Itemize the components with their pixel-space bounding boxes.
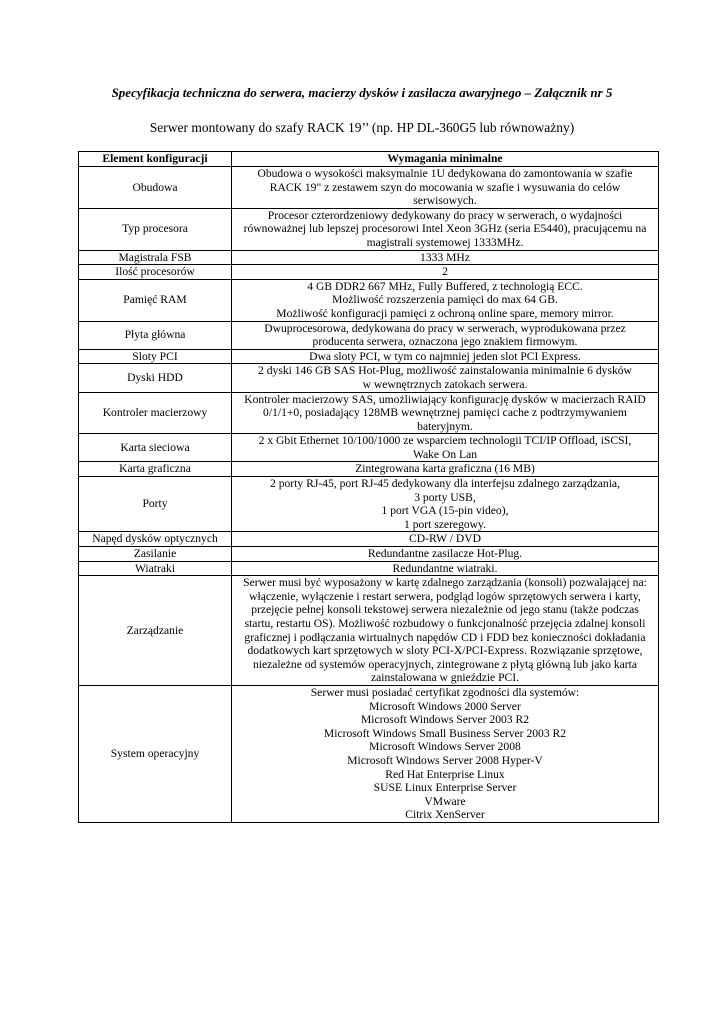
requirement-line: Redundantne wiatraki. xyxy=(392,561,498,575)
requirement-line: Microsoft Windows Server 2003 R2 xyxy=(360,713,530,727)
requirement-line: Możliwość konfiguracji pamięci z ochroną online spare, memory mirror. xyxy=(276,306,614,320)
requirement-line: Dwa sloty PCI, w tym co najmniej jeden slot PCI Express. xyxy=(309,349,581,363)
element-cell: Karta sieciowa xyxy=(79,434,232,462)
requirements-cell xyxy=(232,265,659,280)
requirements-cell xyxy=(232,208,659,250)
requirement-line: VMware xyxy=(424,794,466,808)
element-cell: Karta graficzna xyxy=(79,462,232,477)
requirement-line: Citrix XenServer xyxy=(405,808,485,822)
requirements-cell xyxy=(232,279,659,321)
table-row xyxy=(79,547,659,562)
requirements-cell xyxy=(232,364,659,392)
requirements-cell xyxy=(232,349,659,364)
requirements-cell xyxy=(232,392,659,434)
requirement-line: Kontroler macierzowy SAS, umożliwiający konfigurację dysków w macierzach RAID xyxy=(244,392,646,406)
requirement-line: serwisowych. xyxy=(413,194,477,208)
requirement-line: Microsoft Windows Server 2008 xyxy=(369,740,521,754)
requirements-cell xyxy=(232,532,659,547)
requirement-line: równoważnej lub lepszej procesorowi Intel Xeon 3GHz (seria E5440), pracującemu na xyxy=(243,222,647,236)
requirement-line: 4 GB DDR2 667 MHz, Fully Buffered, z technologią ECC. xyxy=(307,279,583,293)
table-row xyxy=(79,349,659,364)
table-row xyxy=(79,685,659,822)
table-row xyxy=(79,321,659,349)
requirements-cell xyxy=(232,561,659,576)
requirement-line: magistrali systemowej 1333MHz. xyxy=(366,235,524,249)
requirement-line: Microsoft Windows Small Business Server 2003 R2 xyxy=(323,726,567,740)
requirement-line: 2 x Gbit Ethernet 10/100/1000 ze wsparciem technologii TCI/IP Offload, iSCSI, xyxy=(258,434,632,448)
table-body xyxy=(79,167,659,823)
requirement-line: włączenie, wyłączenie i restart serwera, podgląd logów sprzętowych serwera i karty, xyxy=(249,589,641,603)
requirement-line: Zintegrowana karta graficzna (16 MB) xyxy=(355,462,535,476)
requirement-line: Red Hat Enterprise Linux xyxy=(385,767,505,781)
element-cell: Typ procesora xyxy=(79,208,232,250)
requirement-line: przejęcie pełnej konsoli tekstowej serwera niezależnie od jego stanu (także podczas xyxy=(251,603,639,617)
table-row xyxy=(79,279,659,321)
requirement-line: 1333 MHz xyxy=(420,250,470,264)
requirement-line: Wake On Lan xyxy=(412,447,478,461)
requirement-line: zainstalowana w gnieździe PCI. xyxy=(370,671,520,685)
table-row xyxy=(79,462,659,477)
table-row xyxy=(79,576,659,686)
element-cell: Obudowa xyxy=(79,167,232,209)
table-row xyxy=(79,208,659,250)
element-cell: Pamięć RAM xyxy=(79,279,232,321)
document-subtitle: Serwer montowany do szafy RACK 19’’ (np. HP DL-360G5 lub równoważny) xyxy=(149,120,575,135)
element-cell: Sloty PCI xyxy=(79,349,232,364)
element-cell: Zarządzanie xyxy=(79,576,232,686)
requirement-line: 2 dyski 146 GB SAS Hot-Plug, możliwość zainstalowania minimalnie 6 dysków xyxy=(258,364,632,378)
requirement-line: bateryjnym. xyxy=(417,419,473,433)
requirements-cell xyxy=(232,477,659,532)
element-cell: Ilość procesorów xyxy=(79,265,232,280)
requirements-cell xyxy=(232,685,659,822)
requirements-cell xyxy=(232,434,659,462)
element-cell: Wiatraki xyxy=(79,561,232,576)
element-cell: Magistrala FSB xyxy=(79,250,232,265)
table-row xyxy=(79,532,659,547)
requirement-line: w wewnętrznych zatokach serwera. xyxy=(362,377,528,391)
table-header-row xyxy=(79,152,659,167)
requirement-line: Procesor czterordzeniowy dedykowany do pracy w serwerach, o wydajności xyxy=(267,208,623,222)
element-cell: Płyta główna xyxy=(79,321,232,349)
element-cell: System operacyjny xyxy=(79,685,232,822)
document-title: Specyfikacja techniczna do serwera, macierzy dysków i zasilacza awaryjnego – Załącznik nr 5 xyxy=(111,85,613,100)
element-cell: Dyski HDD xyxy=(79,364,232,392)
requirements-cell xyxy=(232,250,659,265)
requirement-line: 1 port szeregowy. xyxy=(404,517,486,531)
requirement-line: producenta serwera, oznaczona jego znakiem firmowym. xyxy=(312,335,578,349)
requirement-line: SUSE Linux Enterprise Server xyxy=(373,781,517,795)
column-header-element: Element konfiguracji xyxy=(79,152,232,167)
requirement-line: CD-RW / DVD xyxy=(409,532,481,546)
requirement-line: graficznej i podłączania wirtualnych napędów CD i FDD bez konieczności dokładania xyxy=(244,630,646,644)
requirement-line: dodatkowych kart sprzętowych w sloty PCI-X/PCI-Express. Rozwiązanie sprzętowe, xyxy=(247,644,643,658)
table-row xyxy=(79,364,659,392)
requirement-line: RACK 19" z zestawem szyn do mocowania w szafie i wysuwania do celów xyxy=(269,180,621,194)
requirement-line: 2 xyxy=(442,265,448,279)
requirement-line: Redundantne zasilacze Hot-Plug. xyxy=(367,547,523,561)
table-row xyxy=(79,561,659,576)
requirements-cell xyxy=(232,462,659,477)
specification-table xyxy=(78,151,659,823)
element-cell: Zasilanie xyxy=(79,547,232,562)
requirements-cell xyxy=(232,547,659,562)
column-header-requirements: Wymagania minimalne xyxy=(232,152,659,167)
requirement-line: Obudowa o wysokości maksymalnie 1U dedykowana do zamontowania w szafie xyxy=(257,167,633,180)
table-row xyxy=(79,434,659,462)
element-cell: Porty xyxy=(79,477,232,532)
requirement-line: Dwuprocesorowa, dedykowana do pracy w serwerach, wyprodukowana przez xyxy=(264,321,626,335)
element-cell: Kontroler macierzowy xyxy=(79,392,232,434)
table-row xyxy=(79,265,659,280)
requirement-line: 0/1/1+0, posiadający 128MB wewnętrznej pamięci cache z podtrzymywaniem xyxy=(263,406,627,420)
requirements-cell xyxy=(232,576,659,686)
requirement-line: Możliwość rozszerzenia pamięci do max 64 GB. xyxy=(332,293,558,307)
requirement-line: 3 porty USB, xyxy=(414,490,476,504)
element-cell: Napęd dysków optycznych xyxy=(79,532,232,547)
requirement-line: 1 port VGA (15-pin video), xyxy=(381,504,509,518)
requirement-line: Microsoft Windows 2000 Server xyxy=(369,699,521,713)
requirements-cell xyxy=(232,321,659,349)
table-row xyxy=(79,250,659,265)
requirement-line: Serwer musi być wyposażony w kartę zdalnego zarządzania (konsoli) pozwalającej na: xyxy=(243,576,647,590)
table-row xyxy=(79,167,659,209)
requirements-cell xyxy=(232,167,659,209)
requirement-line: Microsoft Windows Server 2008 Hyper-V xyxy=(347,753,543,767)
requirement-line: 2 porty RJ-45, port RJ-45 dedykowany dla interfejsu zdalnego zarządzania, xyxy=(270,477,620,491)
requirement-line: startu, restartu OS). Możliwość rozbudowy o funkcjonalność przejęcia zdalnej konsoli xyxy=(244,617,646,630)
table-row xyxy=(79,477,659,532)
requirement-line: Serwer musi posiadać certyfikat zgodności dla systemów: xyxy=(310,685,580,699)
table-row xyxy=(79,392,659,434)
requirement-line: niezależne od systemów operacyjnych, zintegrowane z płytą główną lub jako karta xyxy=(252,657,638,671)
